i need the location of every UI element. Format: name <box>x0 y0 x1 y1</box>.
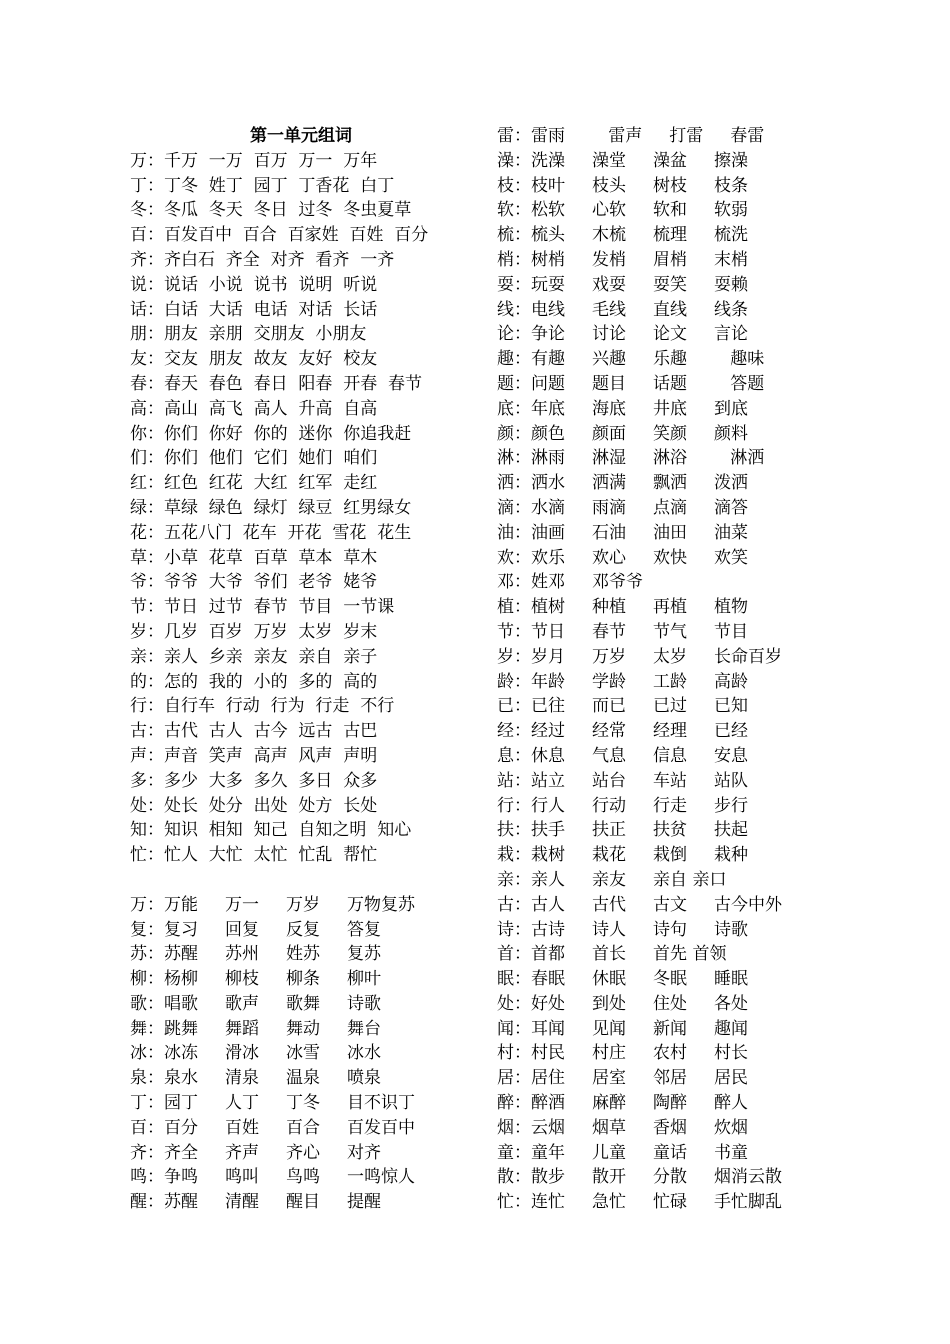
word-row: 枝：枝叶 枝头 树枝 枝条 <box>497 175 749 196</box>
word-row: 节：节日 过节 春节 节目 一节课 <box>130 597 395 618</box>
word-row: 趣：有趣 兴趣 乐趣 趣味 <box>497 349 765 370</box>
word-row: 烟：云烟 烟草 香烟 炊烟 <box>497 1117 749 1138</box>
word-row: 说：说话 小说 说书 说明 听说 <box>130 274 378 295</box>
word-row: 扶：扶手 扶正 扶贫 扶起 <box>497 820 749 841</box>
left-word-list <box>130 149 480 1215</box>
word-row: 行：自行车 行动 行为 行走 不行 <box>130 696 395 717</box>
word-row: 耍：玩耍 戏耍 耍笑 耍赖 <box>497 274 749 295</box>
word-row: 你：你们 你好 你的 迷你 你追我赶 <box>130 423 412 444</box>
word-row: 们：你们 他们 它们 她们 咱们 <box>130 448 378 469</box>
word-row: 雷：雷雨 雷声 打雷 春雷 <box>497 126 765 146</box>
word-row: 朋：朋友 亲朋 交朋友 小朋友 <box>130 324 367 345</box>
right-column <box>497 124 917 1215</box>
word-row: 百：百分 百姓 百合 百发百中 <box>130 1117 416 1138</box>
word-row: 息：休息 气息 信息 安息 <box>497 745 749 766</box>
word-row: 亲：亲人 乡亲 亲友 亲自 亲子 <box>130 646 378 667</box>
word-row: 油：油画 石油 油田 油菜 <box>497 522 749 543</box>
word-row: 的：怎的 我的 小的 多的 高的 <box>130 671 378 692</box>
word-row: 红：红色 红花 大红 红军 走红 <box>130 473 378 494</box>
word-row: 百：百发百中 百合 百家姓 百姓 百分 <box>130 225 429 246</box>
word-row: 话：白话 大话 电话 对话 长话 <box>130 299 378 320</box>
word-row: 冰：冰冻 滑冰 冰雪 冰水 <box>130 1043 382 1064</box>
word-row: 春：春天 春色 春日 阳春 开春 春节 <box>130 373 423 394</box>
word-row: 声：声音 笑声 高声 风声 声明 <box>130 745 378 766</box>
word-row: 万：千万 一万 百万 万一 万年 <box>130 150 378 171</box>
word-row: 洒：洒水 洒满 飘洒 泼洒 <box>497 473 749 494</box>
word-row: 醒：苏醒 清醒 醒目 提醒 <box>130 1192 382 1213</box>
word-row: 站：站立 站台 车站 站队 <box>497 770 749 791</box>
word-row: 滴：水滴 雨滴 点滴 滴答 <box>497 497 749 518</box>
word-row: 高：高山 高飞 高人 升高 自高 <box>130 398 378 419</box>
word-row: 友：交友 朋友 故友 友好 校友 <box>130 349 378 370</box>
left-column <box>130 124 480 1215</box>
word-row: 淋：淋雨 淋湿 淋浴 淋洒 <box>497 448 765 469</box>
word-row: 冬：冬瓜 冬天 冬日 过冬 冬虫夏草 <box>130 200 412 221</box>
word-row: 鸣：争鸣 鸣叫 鸟鸣 一鸣惊人 <box>130 1167 416 1188</box>
word-row: 首：首都 首长 首先 首领 <box>497 944 727 965</box>
word-row: 醉：醉酒 麻醉 陶醉 醉人 <box>497 1093 749 1114</box>
word-row: 歌：唱歌 歌声 歌舞 诗歌 <box>130 993 382 1014</box>
word-row: 岁：岁月 万岁 太岁 长命百岁 <box>497 646 783 667</box>
word-row: 眠：春眠 休眠 冬眠 睡眠 <box>497 969 749 990</box>
word-row: 行：行人 行动 行走 步行 <box>497 795 749 816</box>
word-row: 栽：栽树 栽花 栽倒 栽种 <box>497 845 749 866</box>
word-row: 爷：爷爷 大爷 爷们 老爷 姥爷 <box>130 572 378 593</box>
word-row: 梢：树梢 发梢 眉梢 末梢 <box>497 249 749 270</box>
word-row: 题：问题 题目 话题 答题 <box>497 373 765 394</box>
word-row: 村：村民 村庄 农村 村长 <box>497 1043 749 1064</box>
word-row: 处：好处 到处 住处 各处 <box>497 993 749 1014</box>
word-row: 澡：洗澡 澡堂 澡盆 擦澡 <box>497 150 749 171</box>
word-row: 经：经过 经常 经理 已经 <box>497 721 749 742</box>
word-row: 古：古代 古人 古今 远古 古巴 <box>130 721 378 742</box>
word-row: 颜：颜色 颜面 笑颜 颜料 <box>497 423 749 444</box>
right-word-list <box>497 124 917 1215</box>
word-row: 亲：亲人 亲友 亲自 亲口 <box>497 869 727 890</box>
word-row: 多：多少 大多 多久 多日 众多 <box>130 770 378 791</box>
word-row: 邓：姓邓 邓爷爷 <box>497 572 644 593</box>
word-row <box>130 868 480 893</box>
word-row: 植：植树 种植 再植 植物 <box>497 597 749 618</box>
word-row: 绿：草绿 绿色 绿灯 绿豆 红男绿女 <box>130 497 412 518</box>
word-row: 软：松软 心软 软和 软弱 <box>497 200 749 221</box>
word-row: 泉：泉水 清泉 温泉 喷泉 <box>130 1068 382 1089</box>
word-row: 舞：跳舞 舞蹈 舞动 舞台 <box>130 1018 382 1039</box>
word-row: 柳：杨柳 柳枝 柳条 柳叶 <box>130 969 382 990</box>
word-row: 欢：欢乐 欢心 欢快 欢笑 <box>497 547 749 568</box>
word-row: 居：居住 居室 邻居 居民 <box>497 1068 749 1089</box>
word-row: 处：处长 处分 出处 处方 长处 <box>130 795 378 816</box>
word-row: 已：已往 而已 已过 已知 <box>497 696 749 717</box>
word-row: 忙：连忙 急忙 忙碌 手忙脚乱 <box>497 1192 783 1213</box>
word-row: 闻：耳闻 见闻 新闻 趣闻 <box>497 1018 749 1039</box>
word-row: 梳：梳头 木梳 梳理 梳洗 <box>497 225 749 246</box>
word-row: 节：节日 春节 节气 节目 <box>497 621 749 642</box>
word-row: 苏：苏醒 苏州 姓苏 复苏 <box>130 944 382 965</box>
word-row: 复：复习 回复 反复 答复 <box>130 919 382 940</box>
word-row: 散：散步 散开 分散 烟消云散 <box>497 1167 783 1188</box>
word-row: 诗：古诗 诗人 诗句 诗歌 <box>497 919 749 940</box>
word-row: 龄：年龄 学龄 工龄 高龄 <box>497 671 749 692</box>
word-row: 忙：忙人 大忙 太忙 忙乱 帮忙 <box>130 845 378 866</box>
word-row: 论：争论 讨论 论文 言论 <box>497 324 749 345</box>
word-row: 花：五花八门 花车 开花 雪花 花生 <box>130 522 412 543</box>
word-row: 线：电线 毛线 直线 线条 <box>497 299 749 320</box>
word-row: 草：小草 花草 百草 草本 草木 <box>130 547 378 568</box>
word-row: 知：知识 相知 知己 自知之明 知心 <box>130 820 412 841</box>
word-row: 齐：齐白石 齐全 对齐 看齐 一齐 <box>130 249 395 270</box>
word-row: 古：古人 古代 古文 古今中外 <box>497 894 783 915</box>
word-row: 童：童年 儿童 童话 书童 <box>497 1142 749 1163</box>
word-row: 丁：园丁 人丁 丁冬 目不识丁 <box>130 1093 416 1114</box>
word-row: 底：年底 海底 井底 到底 <box>497 398 749 419</box>
word-row: 丁：丁冬 姓丁 园丁 丁香花 白丁 <box>130 175 395 196</box>
word-row: 齐：齐全 齐声 齐心 对齐 <box>130 1142 382 1163</box>
word-row: 岁：几岁 百岁 万岁 太岁 岁末 <box>130 621 378 642</box>
word-row: 万：万能 万一 万岁 万物复苏 <box>130 894 416 915</box>
page-title: 第一单元组词 <box>250 126 352 146</box>
